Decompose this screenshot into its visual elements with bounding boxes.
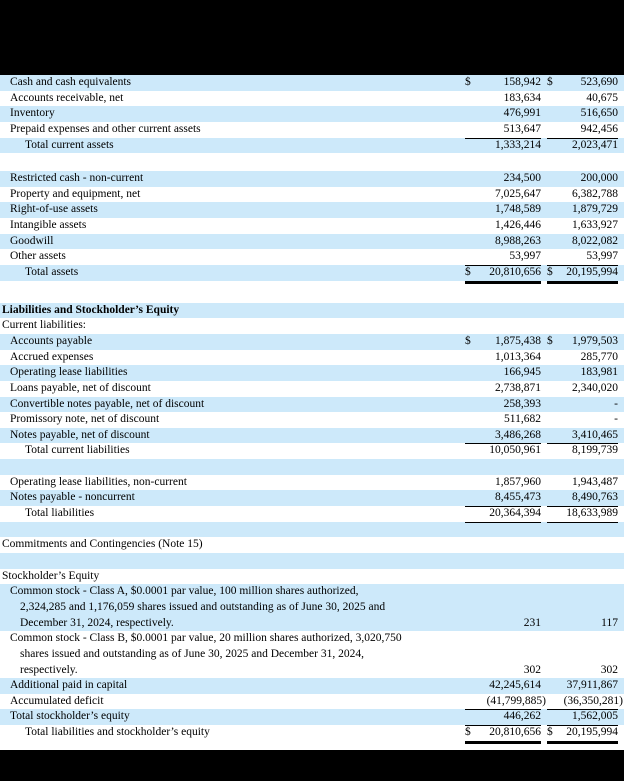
right-margin	[618, 678, 624, 694]
right-margin	[618, 584, 624, 631]
cell-value: -	[614, 413, 618, 426]
cell-value: 183,634	[503, 91, 541, 104]
value-column-2	[547, 234, 618, 250]
cell-value: 1,879,729	[572, 203, 618, 216]
right-margin	[618, 202, 624, 218]
row-total-liabilities-and-stockholders-equity	[0, 725, 624, 741]
row-label: Operating lease liabilities, non-current	[10, 475, 187, 488]
value-column-1	[465, 75, 541, 91]
cell-value: 8,490,763	[572, 491, 618, 504]
row-spacer	[0, 281, 624, 303]
value-column-1	[465, 122, 541, 138]
right-margin	[618, 475, 624, 491]
value-column-2	[547, 122, 618, 138]
row-label: Promissory note, net of discount	[10, 413, 160, 426]
bottom-black-bar	[0, 750, 624, 781]
row-label: Accounts payable	[10, 334, 93, 347]
cell-value: 158,942	[503, 75, 541, 88]
value-column-1	[465, 678, 541, 694]
right-margin	[618, 122, 624, 138]
cell-value: 476,991	[503, 107, 541, 120]
cell-value: 53,997	[509, 250, 541, 263]
value-column-2	[547, 303, 618, 319]
cell-value: 117	[601, 616, 618, 629]
row-label: Loans payable, net of discount	[10, 381, 151, 394]
cell-value: 166,945	[503, 366, 541, 379]
row-label: Commitments and Contingencies (Note 15)	[2, 538, 203, 551]
value-column-1	[465, 365, 541, 381]
value-column-1	[465, 202, 541, 218]
value-column-1	[465, 350, 541, 366]
cell-value: 511,682	[504, 413, 541, 426]
row-label: Total current assets	[25, 138, 114, 151]
row-total-assets	[0, 265, 624, 281]
row-label: Restricted cash - non-current	[10, 172, 144, 185]
value-column-1	[465, 138, 541, 154]
row-property-and-equipment	[0, 187, 624, 203]
cell-value: 200,000	[580, 172, 618, 185]
right-margin	[618, 397, 624, 413]
row-accrued-expenses	[0, 350, 624, 366]
cell-value: 8,455,473	[495, 491, 541, 504]
row-stockholders-equity-header	[0, 569, 624, 585]
cell-value: 3,486,268	[495, 428, 541, 441]
cell-value: 1,875,438	[495, 334, 541, 347]
dollar-sign: $	[547, 266, 553, 279]
cell-value: 285,770	[580, 350, 618, 363]
value-column-2	[547, 249, 618, 265]
cell-value: 302	[600, 663, 618, 676]
row-current-liabilities-header	[0, 318, 624, 334]
row-liabilities-and-stockholders-equity-header	[0, 303, 624, 319]
cell-value: 37,911,867	[566, 679, 618, 692]
value-column-1	[465, 412, 541, 428]
cell-value: 1,333,214	[495, 138, 541, 151]
row-label: Property and equipment, net	[10, 187, 141, 200]
cell-value: 1,979,503	[572, 334, 618, 347]
row-label: Accounts receivable, net	[10, 91, 124, 104]
row-label-line: Common stock - Class B, $0.0001 par value, 20 million shares authorized, 3,020,750	[10, 632, 402, 645]
row-other-assets	[0, 249, 624, 265]
value-column-2	[547, 334, 618, 350]
row-total-stockholders-equity	[0, 709, 624, 725]
cell-value: 1,748,589	[495, 203, 541, 216]
row-label: Cash and cash equivalents	[10, 75, 132, 88]
right-margin	[618, 490, 624, 506]
value-column-2	[547, 106, 618, 122]
row-intangible-assets	[0, 218, 624, 234]
value-column-1	[465, 584, 541, 631]
value-column-2	[547, 475, 618, 491]
dollar-sign: $	[465, 334, 471, 347]
value-column-2	[547, 202, 618, 218]
value-column-2	[547, 318, 618, 334]
row-spacer	[0, 553, 624, 569]
value-column-2	[547, 350, 618, 366]
cell-value: 3,410,465	[572, 428, 618, 441]
right-margin	[618, 506, 624, 522]
row-accounts-payable	[0, 334, 624, 350]
row-label	[0, 584, 465, 631]
right-margin	[618, 318, 624, 334]
row-convertible-notes-payable	[0, 397, 624, 413]
value-column-2	[547, 397, 618, 413]
value-column-1	[465, 334, 541, 350]
cell-value: 516,650	[580, 107, 618, 120]
row-label: Stockholder’s Equity	[2, 569, 100, 582]
value-column-1	[465, 725, 541, 741]
row-label: Current liabilities:	[2, 319, 86, 332]
right-margin	[618, 303, 624, 319]
cell-value: 20,810,656	[489, 266, 541, 279]
row-goodwill	[0, 234, 624, 250]
value-column-2	[547, 725, 618, 741]
top-black-bar	[0, 0, 624, 75]
row-label: Accumulated deficit	[10, 694, 104, 707]
value-column-2	[547, 171, 618, 187]
row-label: Right-of-use assets	[10, 203, 98, 216]
cell-value: 20,195,994	[566, 266, 618, 279]
right-margin	[618, 171, 624, 187]
cell-value: 231	[523, 616, 541, 629]
dollar-sign: $	[465, 266, 471, 279]
value-column-2	[547, 490, 618, 506]
right-margin	[618, 412, 624, 428]
value-column-2	[547, 506, 618, 522]
value-column-2	[547, 412, 618, 428]
dollar-sign: $	[547, 75, 553, 88]
row-label: Goodwill	[10, 234, 54, 247]
value-column-1	[465, 506, 541, 522]
row-label: Intangible assets	[10, 219, 87, 232]
cell-value: 7,025,647	[495, 187, 541, 200]
right-margin	[618, 631, 624, 678]
value-column-2	[547, 694, 623, 710]
row-total-current-liabilities	[0, 443, 624, 459]
value-column-1	[465, 569, 541, 585]
right-margin	[618, 187, 624, 203]
cell-value: 18,633,989	[566, 507, 618, 519]
row-inventory	[0, 106, 624, 122]
row-label-line: respectively.	[20, 663, 78, 676]
cell-value: 20,364,394	[489, 507, 541, 519]
row-label: Total assets	[25, 266, 79, 279]
right-margin	[618, 350, 624, 366]
dollar-sign: $	[465, 726, 471, 739]
row-operating-lease-liabilities-noncurrent	[0, 475, 624, 491]
right-margin	[618, 106, 624, 122]
row-accounts-receivable	[0, 91, 624, 107]
dollar-sign: $	[547, 334, 553, 347]
value-column-2	[547, 138, 618, 154]
right-margin	[618, 218, 624, 234]
right-margin	[618, 138, 624, 154]
right-margin	[618, 265, 624, 281]
row-prepaid-expenses	[0, 122, 624, 138]
row-accumulated-deficit	[0, 694, 624, 710]
value-column-2	[547, 381, 618, 397]
cell-value: 234,500	[503, 172, 541, 185]
row-spacer	[0, 459, 624, 475]
cell-value: 1,633,927	[572, 219, 618, 232]
value-column-2	[547, 218, 618, 234]
row-cash-and-cash-equivalents	[0, 75, 624, 91]
value-column-2	[547, 709, 618, 725]
cell-value: 20,810,656	[489, 726, 541, 739]
right-margin	[618, 91, 624, 107]
cell-value: 20,195,994	[566, 726, 618, 739]
cell-value: (41,799,885)	[486, 694, 546, 707]
cell-value: 258,393	[503, 397, 541, 410]
cell-value: 183,981	[580, 366, 618, 379]
value-column-1	[465, 443, 541, 459]
value-column-1	[465, 187, 541, 203]
cell-value: 1,943,487	[572, 475, 618, 488]
row-label-line: shares issued and outstanding as of June 30, 2025 and December 31, 2024,	[20, 647, 364, 660]
row-label: Inventory	[10, 107, 55, 120]
row-label-line: Common stock - Class A, $0.0001 par value, 100 million shares authorized,	[10, 585, 359, 598]
cell-value: 1,857,960	[495, 475, 541, 488]
row-notes-payable	[0, 428, 624, 444]
cell-value: 42,245,614	[489, 679, 541, 692]
cell-value: 53,997	[586, 250, 618, 263]
row-right-of-use-assets	[0, 202, 624, 218]
cell-value: 8,199,739	[572, 444, 618, 457]
value-column-2	[547, 569, 618, 585]
value-column-1	[465, 218, 541, 234]
row-label: Liabilities and Stockholder’s Equity	[2, 303, 180, 316]
cell-value: 1,013,364	[495, 350, 541, 363]
value-column-2	[547, 187, 618, 203]
value-column-1	[465, 318, 541, 334]
value-column-1	[465, 265, 541, 281]
cell-value: 8,022,082	[572, 234, 618, 247]
row-promissory-note	[0, 412, 624, 428]
row-common-stock-class-a	[0, 584, 624, 631]
value-column-2	[547, 91, 618, 107]
value-column-1	[465, 303, 541, 319]
row-commitments-and-contingencies	[0, 537, 624, 553]
row-operating-lease-liabilities	[0, 365, 624, 381]
row-label-line: 2,324,285 and 1,176,059 shares issued and outstanding as of June 30, 2025 and	[20, 600, 386, 613]
cell-value: 2,023,471	[572, 138, 618, 151]
row-additional-paid-in-capital	[0, 678, 624, 694]
value-column-1	[465, 171, 541, 187]
row-label: Total liabilities and stockholder’s equity	[25, 726, 210, 739]
row-spacer	[0, 522, 624, 538]
value-column-2	[547, 75, 618, 91]
value-column-2	[547, 678, 618, 694]
value-column-1	[465, 537, 541, 553]
right-margin	[618, 381, 624, 397]
row-notes-payable-noncurrent	[0, 490, 624, 506]
value-column-1	[465, 106, 541, 122]
row-label: Other assets	[10, 250, 66, 263]
cell-value: 10,050,961	[489, 444, 541, 457]
value-column-1	[465, 381, 541, 397]
row-label: Convertible notes payable, net of discount	[10, 397, 205, 410]
cell-value: 2,738,871	[495, 381, 541, 394]
value-column-1	[465, 490, 541, 506]
value-column-2	[547, 265, 618, 281]
value-column-1	[465, 397, 541, 413]
value-column-1	[465, 234, 541, 250]
row-total-liabilities	[0, 506, 624, 522]
row-label: Total stockholder’s equity	[10, 710, 130, 723]
value-column-1	[465, 249, 541, 265]
value-column-1	[465, 428, 541, 444]
row-label: Notes payable - noncurrent	[10, 491, 135, 504]
cell-value: 6,382,788	[572, 187, 618, 200]
cell-value: 523,690	[580, 75, 618, 88]
value-column-2	[547, 631, 618, 678]
cell-value: 8,988,263	[495, 234, 541, 247]
right-margin	[618, 725, 624, 741]
right-margin	[618, 365, 624, 381]
right-margin	[618, 709, 624, 725]
cell-value: 513,647	[503, 122, 541, 135]
value-column-1	[465, 694, 546, 710]
value-column-1	[465, 91, 541, 107]
right-margin	[618, 537, 624, 553]
value-column-2	[547, 537, 618, 553]
right-margin	[618, 334, 624, 350]
row-loans-payable	[0, 381, 624, 397]
row-label: Additional paid in capital	[10, 679, 128, 692]
row-label-line: December 31, 2024, respectively.	[20, 616, 174, 629]
right-margin	[618, 249, 624, 265]
value-column-2	[547, 428, 618, 444]
row-total-current-assets	[0, 138, 624, 154]
dollar-sign: $	[547, 726, 553, 739]
right-margin	[618, 75, 624, 91]
row-spacer	[0, 153, 624, 171]
row-label: Total liabilities	[25, 507, 95, 519]
cell-value: 1,562,005	[572, 710, 618, 723]
cell-value: 40,675	[586, 91, 618, 104]
row-label: Notes payable, net of discount	[10, 428, 150, 441]
right-margin	[618, 569, 624, 585]
cell-value: 302	[523, 663, 541, 676]
row-label: Total current liabilities	[25, 444, 130, 457]
balance-sheet-table	[0, 75, 624, 741]
cell-value: 2,340,020	[572, 381, 618, 394]
row-common-stock-class-b	[0, 631, 624, 678]
cell-value: 446,262	[503, 710, 541, 723]
value-column-1	[465, 475, 541, 491]
row-label: Prepaid expenses and other current assets	[10, 122, 201, 135]
row-label: Operating lease liabilities	[10, 366, 128, 379]
dollar-sign: $	[465, 75, 471, 88]
right-margin	[618, 428, 624, 444]
right-margin	[618, 443, 624, 459]
cell-value: -	[614, 397, 618, 410]
row-label	[0, 631, 465, 678]
value-column-1	[465, 631, 541, 678]
row-label: Accrued expenses	[10, 350, 94, 363]
cell-value: 942,456	[580, 122, 618, 135]
right-margin	[618, 234, 624, 250]
row-restricted-cash	[0, 171, 624, 187]
value-column-2	[547, 584, 618, 631]
value-column-2	[547, 365, 618, 381]
value-column-1	[465, 709, 541, 725]
cell-value: 1,426,446	[495, 219, 541, 232]
value-column-2	[547, 443, 618, 459]
cell-value: (36,350,281)	[563, 694, 623, 707]
